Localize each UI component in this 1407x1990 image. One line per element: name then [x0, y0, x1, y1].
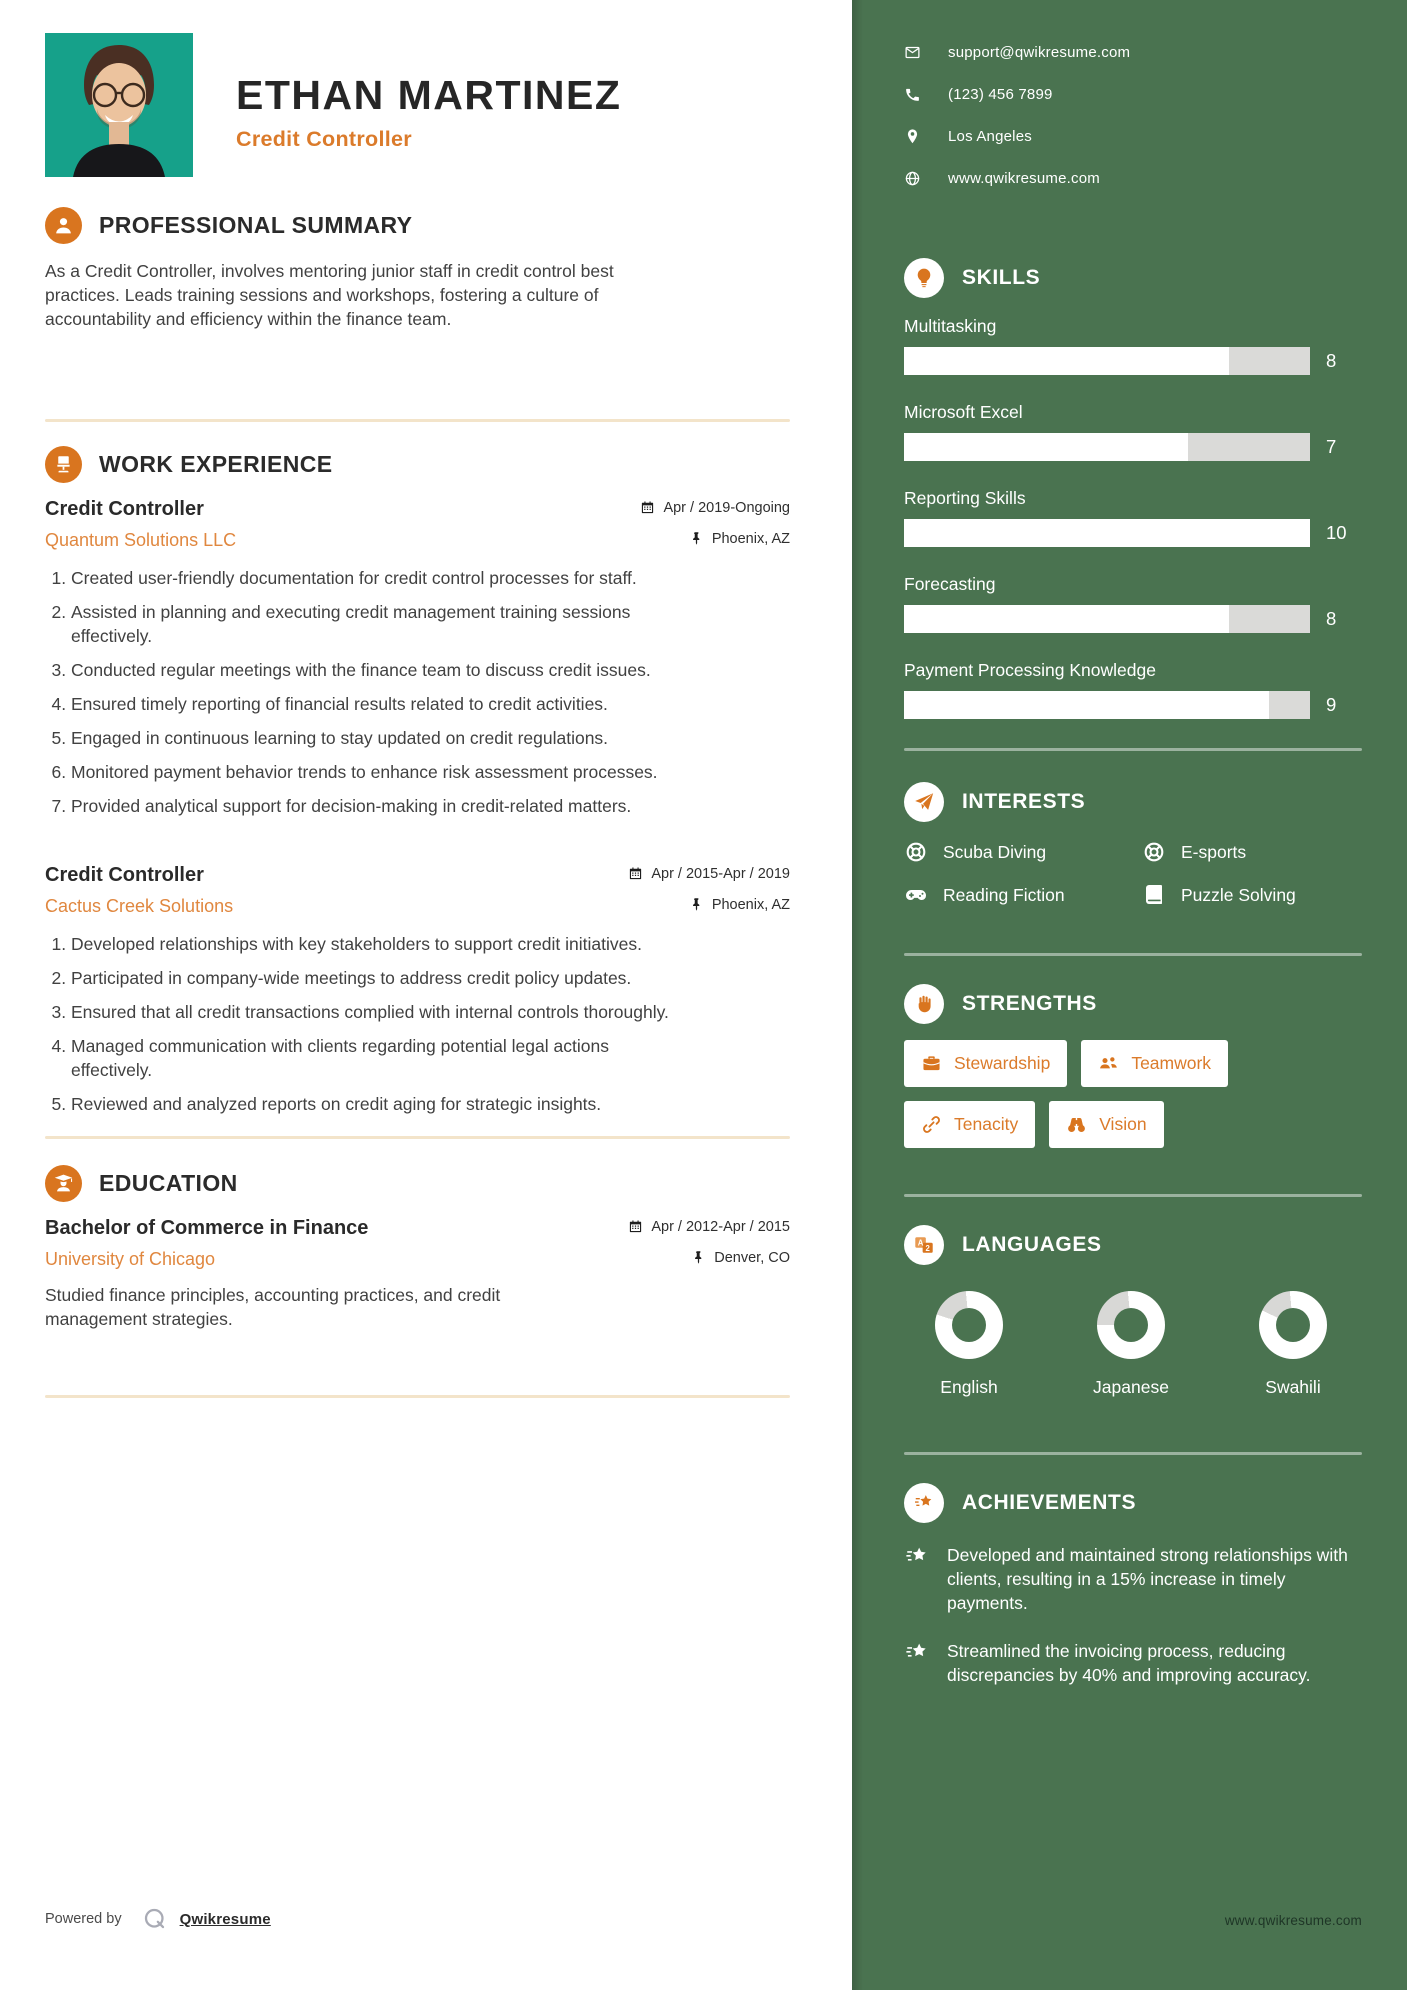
- name-block: [236, 33, 621, 177]
- svg-text:A: A: [917, 1238, 924, 1248]
- star-icon: [904, 1639, 930, 1687]
- contact-row: [904, 126, 1362, 146]
- person-name: ETHAN MARTINEZ: [236, 72, 622, 118]
- job-bullet: 1. Created user-friendly documentation for credit control processes for staff.: [71, 566, 691, 590]
- book-icon: [1142, 883, 1166, 907]
- summary-text: As a Credit Controller, involves mentoring junior staff in credit control best practices. Leads training sessions and workshops, fostering a culture of accountability and efficiency within the finance team.: [45, 261, 614, 329]
- contact-list: [904, 42, 1362, 188]
- skill-name: Microsoft Excel: [904, 402, 1023, 422]
- education-location: Denver, CO: [691, 1250, 790, 1266]
- contact-row[interactable]: [904, 42, 1362, 62]
- sidebar: [852, 0, 1407, 1990]
- interest-label: Scuba Diving: [943, 841, 1047, 862]
- job-location: Phoenix, AZ: [689, 897, 790, 913]
- language-donut-chart: [935, 1291, 1003, 1359]
- header: [45, 33, 790, 177]
- strengths-heading: STRENGTHS: [962, 992, 1097, 1015]
- job-bullet: 7. Provided analytical support for decision-making in credit-related matters.: [71, 794, 691, 818]
- skill-value: 10: [1326, 522, 1347, 543]
- interests-heading-row: [904, 782, 1362, 822]
- languages-heading: LANGUAGES: [962, 1233, 1102, 1256]
- work-heading-row: [45, 446, 790, 483]
- section-skills: [904, 258, 1362, 719]
- skill-bar-fill: [904, 347, 1229, 375]
- jobs-list: [45, 498, 790, 1116]
- education-description: Studied finance principles, accounting practices, and credit management strategies.: [45, 1285, 501, 1329]
- skill-value: 8: [1326, 350, 1337, 371]
- divider: [904, 953, 1362, 956]
- job-bullet: 3. Conducted regular meetings with the finance team to discuss credit issues.: [71, 658, 691, 682]
- avatar: [45, 33, 193, 177]
- language-label: English: [940, 1377, 998, 1397]
- job-bullet: 2. Assisted in planning and executing credit management training sessions effectively.: [71, 600, 691, 648]
- person-job-title: Credit Controller: [236, 127, 412, 152]
- translate-icon: [904, 1225, 944, 1265]
- language-item: [914, 1291, 1024, 1398]
- divider: [45, 1136, 790, 1139]
- graduate-icon: [45, 1165, 82, 1202]
- divider: [904, 1452, 1362, 1455]
- interest-label: Puzzle Solving: [1181, 884, 1296, 905]
- pushpin-icon: [691, 1250, 706, 1265]
- job-bullet: 3. Ensured that all credit transactions complied with internal controls thoroughly.: [71, 1000, 691, 1024]
- section-interests: [904, 782, 1362, 907]
- person-icon: [45, 207, 82, 244]
- star-icon: [904, 1543, 930, 1615]
- calendar-icon: [628, 866, 643, 881]
- phone-icon: [904, 86, 921, 103]
- job-bullet: 4. Ensured timely reporting of financial results related to credit activities.: [71, 692, 691, 716]
- profile-photo: [45, 33, 193, 177]
- job-bullets: [45, 932, 691, 1116]
- interest-item: [1142, 840, 1362, 864]
- summary-heading: PROFESSIONAL SUMMARY: [99, 212, 413, 238]
- divider: [904, 1194, 1362, 1197]
- section-professional-summary: [45, 207, 790, 331]
- skill-name: Forecasting: [904, 574, 996, 594]
- language-label: Japanese: [1093, 1377, 1169, 1397]
- job-date: Apr / 2019-Ongoing: [640, 500, 790, 516]
- divider: [904, 748, 1362, 751]
- section-achievements: [904, 1483, 1362, 1687]
- education-school: University of Chicago: [45, 1249, 216, 1269]
- work-heading: WORK EXPERIENCE: [99, 451, 333, 477]
- job-bullets: [45, 566, 691, 818]
- job-date: Apr / 2015-Apr / 2019: [628, 866, 790, 882]
- paper-plane-icon: [904, 782, 944, 822]
- calendar-icon: [628, 1219, 643, 1234]
- skill-bar-fill: [904, 605, 1229, 633]
- pushpin-icon: [689, 531, 704, 546]
- interest-label: Reading Fiction: [943, 884, 1065, 905]
- language-donut-chart: [1097, 1291, 1165, 1359]
- job-company: Quantum Solutions LLC: [45, 530, 237, 550]
- divider: [45, 1395, 790, 1398]
- skill-bar-track: [904, 433, 1310, 461]
- language-label: Swahili: [1265, 1377, 1321, 1397]
- skill-bar-fill: [904, 519, 1310, 547]
- shooting-star-icon: [904, 1483, 944, 1523]
- section-education: [45, 1165, 790, 1331]
- team-icon: [1098, 1053, 1119, 1074]
- strength-label: Stewardship: [954, 1053, 1051, 1073]
- section-languages: [904, 1225, 1362, 1398]
- contact-row[interactable]: [904, 168, 1362, 188]
- gamepad-icon: [904, 883, 928, 907]
- strength-chip: [904, 1040, 1067, 1087]
- languages-row: [904, 1291, 1362, 1398]
- interests-grid: [904, 840, 1362, 907]
- contact-text: www.qwikresume.com: [948, 169, 1100, 187]
- lifebuoy-icon: [1142, 840, 1166, 864]
- contact-text: (123) 456 7899: [948, 85, 1053, 103]
- skill-item: [904, 660, 1362, 719]
- map-pin-icon: [904, 128, 921, 145]
- skills-heading-row: [904, 258, 1362, 298]
- strength-chip: [1081, 1040, 1228, 1087]
- interest-item: [1142, 883, 1362, 907]
- powered-by-label: Powered by: [45, 1911, 122, 1927]
- globe-icon: [904, 170, 921, 187]
- section-strengths: [904, 984, 1362, 1148]
- skill-item: [904, 574, 1362, 633]
- contact-text: support@qwikresume.com: [948, 43, 1131, 61]
- interest-label: E-sports: [1181, 841, 1247, 862]
- education-heading-row: [45, 1165, 790, 1202]
- job-bullet: 2. Participated in company-wide meetings to address credit policy updates.: [71, 966, 691, 990]
- job-title: Credit Controller: [45, 864, 204, 886]
- lightbulb-icon: [904, 258, 944, 298]
- skill-name: Multitasking: [904, 316, 997, 336]
- lifebuoy-icon: [904, 840, 928, 864]
- skill-bar-track: [904, 347, 1310, 375]
- job-bullet: 5. Reviewed and analyzed reports on credit aging for strategic insights.: [71, 1092, 691, 1116]
- education-entry: [45, 1217, 790, 1331]
- achievement-text: Developed and maintained strong relationships with clients, resulting in a 15% increase in timely payments.: [947, 1545, 1348, 1613]
- skill-name: Reporting Skills: [904, 488, 1026, 508]
- briefcase-icon: [921, 1053, 942, 1074]
- strength-label: Vision: [1099, 1114, 1147, 1134]
- strengths-heading-row: [904, 984, 1362, 1024]
- achievements-list: [904, 1543, 1362, 1687]
- skill-name: Payment Processing Knowledge: [904, 660, 1156, 680]
- contact-text: Los Angeles: [948, 127, 1032, 145]
- achievement-item: [904, 1639, 1362, 1687]
- achievements-heading-row: [904, 1483, 1362, 1523]
- footer: [45, 1906, 271, 1932]
- languages-heading-row: [904, 1225, 1362, 1265]
- skill-bar-fill: [904, 433, 1188, 461]
- job-entry: [45, 864, 790, 1116]
- office-chair-icon: [45, 446, 82, 483]
- interest-item: [904, 840, 1142, 864]
- section-work-experience: [45, 446, 790, 1116]
- divider: [45, 419, 790, 422]
- fist-icon: [904, 984, 944, 1024]
- skills-heading: SKILLS: [962, 266, 1041, 289]
- language-item: [1076, 1291, 1186, 1398]
- summary-heading-row: [45, 207, 790, 244]
- strength-label: Teamwork: [1131, 1053, 1212, 1073]
- education-date: Apr / 2012-Apr / 2015: [628, 1219, 790, 1235]
- skill-bar-track: [904, 691, 1310, 719]
- skill-item: [904, 488, 1362, 547]
- qwikresume-link[interactable]: Qwikresume: [179, 1910, 271, 1928]
- interests-heading: INTERESTS: [962, 790, 1086, 813]
- calendar-icon: [640, 500, 655, 515]
- skills-list: [904, 316, 1362, 719]
- skill-value: 9: [1326, 694, 1337, 715]
- svg-text:2: 2: [925, 1243, 930, 1253]
- mail-icon: [904, 44, 921, 61]
- job-entry: [45, 498, 790, 818]
- skill-item: [904, 316, 1362, 375]
- strength-chip: [1049, 1101, 1163, 1148]
- sidebar-website: www.qwikresume.com: [1224, 1913, 1362, 1928]
- job-title: Credit Controller: [45, 498, 204, 520]
- achievement-item: [904, 1543, 1362, 1615]
- achievement-text: Streamlined the invoicing process, reducing discrepancies by 40% and improving accuracy.: [947, 1641, 1311, 1685]
- language-item: [1238, 1291, 1348, 1398]
- strengths-chips: [904, 1040, 1334, 1148]
- job-bullet: 4. Managed communication with clients regarding potential legal actions effectively.: [71, 1034, 691, 1082]
- contact-row: [904, 84, 1362, 104]
- job-bullet: 1. Developed relationships with key stakeholders to support credit initiatives.: [71, 932, 691, 956]
- qwikresume-logo-icon: [142, 1906, 168, 1932]
- chain-icon: [921, 1114, 942, 1135]
- language-donut-chart: [1259, 1291, 1327, 1359]
- interest-item: [904, 883, 1142, 907]
- skill-value: 8: [1326, 608, 1337, 629]
- job-company: Cactus Creek Solutions: [45, 896, 234, 916]
- skill-bar-track: [904, 519, 1310, 547]
- skill-value: 7: [1326, 436, 1337, 457]
- achievements-heading: ACHIEVEMENTS: [962, 1491, 1137, 1514]
- education-degree: Bachelor of Commerce in Finance: [45, 1217, 369, 1239]
- job-bullet: 5. Engaged in continuous learning to stay updated on credit regulations.: [71, 726, 691, 750]
- education-heading: EDUCATION: [99, 1170, 238, 1196]
- skill-bar-fill: [904, 691, 1269, 719]
- skill-bar-track: [904, 605, 1310, 633]
- job-bullet: 6. Monitored payment behavior trends to enhance risk assessment processes.: [71, 760, 691, 784]
- job-location: Phoenix, AZ: [689, 531, 790, 547]
- strength-label: Tenacity: [954, 1114, 1019, 1134]
- skill-item: [904, 402, 1362, 461]
- binoculars-icon: [1066, 1114, 1087, 1135]
- strength-chip: [904, 1101, 1035, 1148]
- pushpin-icon: [689, 897, 704, 912]
